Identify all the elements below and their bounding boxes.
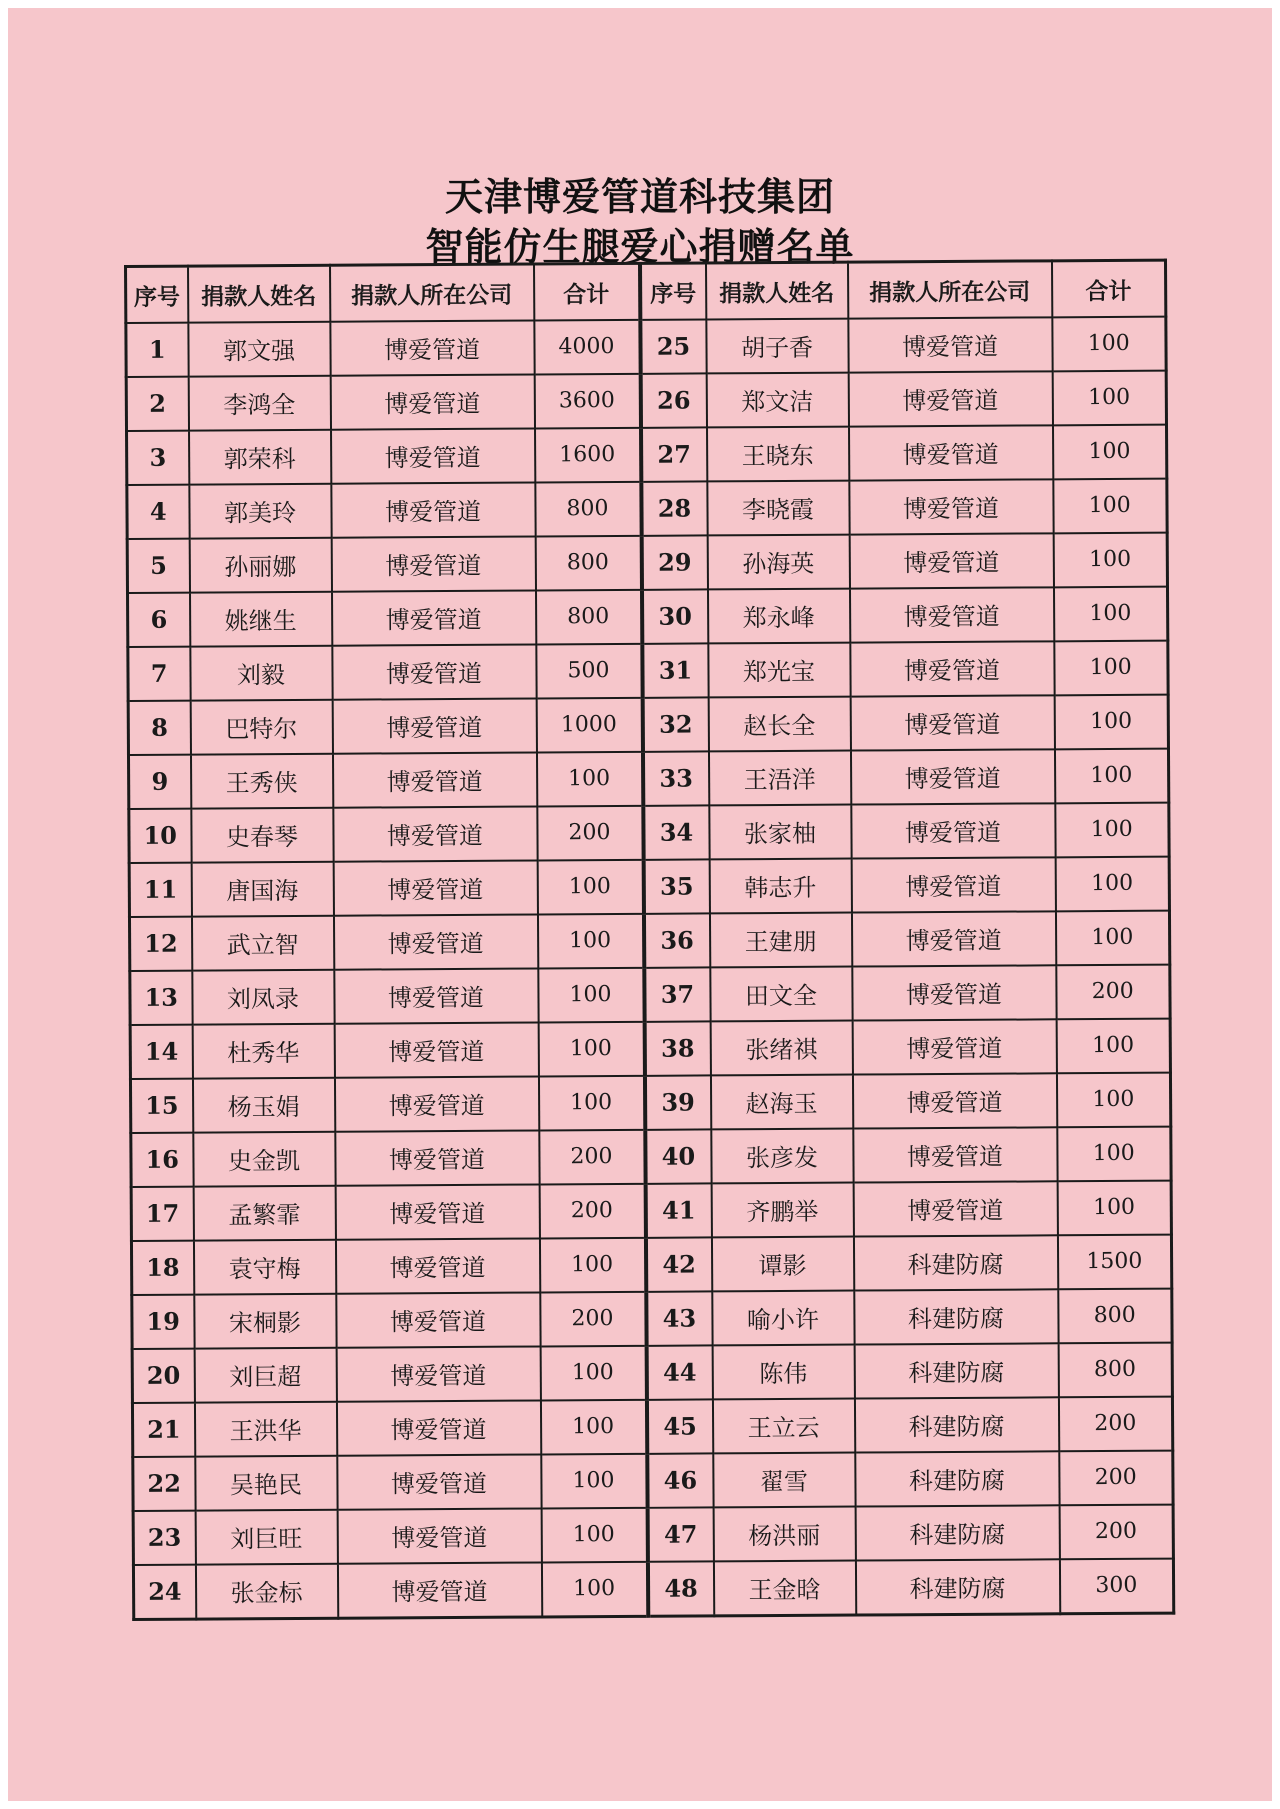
cell-donor-name: 郭文强	[188, 322, 330, 377]
cell-donor-name: 王建朋	[709, 912, 851, 967]
cell-amount: 1500	[1057, 1234, 1171, 1289]
table-row	[132, 1288, 1172, 1348]
cell-company: 科建防腐	[853, 1235, 1057, 1290]
cell-donor-name: 刘巨旺	[195, 1509, 337, 1564]
cell-company: 博爱管道	[331, 482, 535, 537]
cell-company: 博爱管道	[853, 1127, 1057, 1182]
table-row	[130, 964, 1170, 1024]
cell-company: 博爱管道	[336, 1346, 540, 1401]
cell-company: 博爱管道	[852, 1019, 1056, 1074]
cell-donor-name: 杨玉娟	[192, 1078, 334, 1133]
cell-donor-name: 宋桐影	[194, 1293, 336, 1348]
table-row	[132, 1342, 1172, 1402]
cell-company: 博爱管道	[330, 320, 534, 375]
cell-amount: 100	[538, 1076, 644, 1131]
cell-no: 1	[126, 323, 188, 377]
header-total: 合计	[534, 263, 640, 320]
cell-no: 20	[132, 1348, 194, 1402]
cell-company: 博爱管道	[334, 1022, 538, 1077]
cell-amount: 100	[1052, 371, 1166, 426]
cell-company: 博爱管道	[850, 749, 1054, 804]
cell-no: 14	[130, 1024, 192, 1078]
cell-donor-name: 孙丽娜	[189, 538, 331, 593]
cell-no: 45	[646, 1399, 712, 1453]
cell-company: 博爱管道	[848, 317, 1052, 372]
table-row	[130, 1018, 1170, 1078]
header-donor-company: 捐款人所在公司	[847, 261, 1051, 319]
cell-amount: 200	[1059, 1450, 1173, 1505]
cell-amount: 100	[541, 1507, 647, 1562]
cell-no: 4	[127, 485, 189, 539]
cell-company: 博爱管道	[849, 533, 1053, 588]
cell-donor-name: 翟雪	[713, 1452, 855, 1507]
cell-company: 博爱管道	[337, 1454, 541, 1509]
cell-amount: 100	[541, 1454, 647, 1509]
cell-company: 博爱管道	[332, 752, 536, 807]
cell-amount: 800	[1058, 1288, 1172, 1343]
cell-no: 23	[133, 1510, 195, 1564]
cell-no: 8	[128, 700, 190, 754]
cell-no: 13	[130, 970, 192, 1024]
cell-donor-name: 唐国海	[191, 862, 333, 917]
cell-amount: 300	[1059, 1558, 1173, 1614]
cell-amount: 200	[539, 1130, 645, 1185]
cell-company: 博爱管道	[336, 1292, 540, 1347]
cell-company: 博爱管道	[336, 1400, 540, 1455]
table-row	[126, 371, 1166, 431]
cell-donor-name: 巴特尔	[190, 700, 332, 755]
table-body	[126, 317, 1174, 1620]
cell-no: 12	[129, 916, 191, 970]
cell-no: 42	[645, 1237, 711, 1291]
cell-donor-name: 刘毅	[190, 646, 332, 701]
cell-no: 3	[127, 431, 189, 485]
table-row	[131, 1180, 1171, 1240]
cell-donor-name: 喻小许	[712, 1290, 854, 1345]
cell-company: 博爱管道	[850, 695, 1054, 750]
cell-no: 10	[129, 808, 191, 862]
cell-amount: 1000	[536, 698, 642, 753]
cell-donor-name: 田文全	[710, 966, 852, 1021]
cell-amount: 100	[537, 860, 643, 915]
cell-donor-name: 张金标	[195, 1563, 337, 1619]
cell-donor-name: 李鸿全	[188, 376, 330, 431]
cell-company: 博爱管道	[335, 1184, 539, 1239]
cell-company: 博爱管道	[851, 857, 1055, 912]
cell-donor-name: 张彦发	[711, 1128, 853, 1183]
cell-amount: 200	[537, 806, 643, 861]
cell-donor-name: 王金晗	[713, 1560, 855, 1616]
cell-no: 6	[128, 593, 190, 647]
table-row	[128, 749, 1168, 809]
cell-company: 科建防腐	[854, 1289, 1058, 1344]
header-donor-name: 捐款人姓名	[188, 265, 330, 322]
cell-no: 15	[130, 1078, 192, 1132]
document-sheet	[8, 8, 1272, 1801]
cell-company: 博爱管道	[337, 1562, 541, 1618]
cell-amount: 200	[1056, 964, 1170, 1019]
cell-donor-name: 孙海英	[707, 535, 849, 590]
cell-donor-name: 武立智	[191, 916, 333, 971]
cell-amount: 100	[540, 1400, 646, 1455]
cell-amount: 100	[1052, 317, 1166, 372]
table-row	[127, 425, 1167, 485]
cell-no: 21	[132, 1402, 194, 1456]
cell-no: 33	[642, 751, 708, 805]
cell-amount: 100	[1055, 802, 1169, 857]
cell-company: 博爱管道	[335, 1130, 539, 1185]
cell-no: 31	[642, 643, 708, 697]
cell-no: 44	[646, 1345, 712, 1399]
cell-company: 博爱管道	[849, 425, 1053, 480]
cell-company: 博爱管道	[852, 965, 1056, 1020]
cell-company: 科建防腐	[855, 1451, 1059, 1506]
table-row	[131, 1234, 1171, 1294]
cell-company: 博爱管道	[331, 428, 535, 483]
cell-no: 36	[643, 913, 709, 967]
cell-no: 48	[647, 1561, 713, 1616]
cell-no: 19	[132, 1294, 194, 1348]
cell-donor-name: 郑文洁	[706, 373, 848, 428]
cell-amount: 100	[539, 1238, 645, 1293]
cell-donor-name: 刘凤录	[192, 970, 334, 1025]
table-row	[133, 1504, 1173, 1564]
cell-donor-name: 杜秀华	[192, 1024, 334, 1079]
cell-company: 博爱管道	[333, 914, 537, 969]
cell-company: 博爱管道	[332, 644, 536, 699]
cell-amount: 200	[1058, 1396, 1172, 1451]
cell-amount: 100	[1056, 1072, 1170, 1127]
table-row	[127, 479, 1167, 539]
cell-donor-name: 郭荣科	[189, 430, 331, 485]
cell-company: 博爱管道	[851, 911, 1055, 966]
cell-amount: 100	[1054, 641, 1168, 696]
table-row	[126, 317, 1166, 377]
cell-company: 博爱管道	[331, 590, 535, 645]
cell-no: 35	[643, 859, 709, 913]
table-row	[128, 641, 1168, 701]
cell-company: 博爱管道	[335, 1238, 539, 1293]
table-row	[129, 802, 1169, 862]
cell-amount: 100	[538, 968, 644, 1023]
cell-amount: 100	[1057, 1126, 1171, 1181]
cell-donor-name: 杨洪丽	[713, 1506, 855, 1561]
cell-amount: 4000	[534, 320, 640, 375]
cell-company: 博爱管道	[848, 371, 1052, 426]
cell-donor-name: 姚继生	[190, 592, 332, 647]
cell-company: 博爱管道	[850, 641, 1054, 696]
cell-amount: 3600	[534, 374, 640, 429]
cell-amount: 100	[1053, 533, 1167, 588]
cell-no: 27	[641, 427, 707, 481]
cell-company: 科建防腐	[854, 1397, 1058, 1452]
cell-amount: 100	[1056, 1018, 1170, 1073]
table-row	[133, 1450, 1173, 1510]
cell-no: 5	[127, 539, 189, 593]
cell-no: 41	[645, 1183, 711, 1237]
cell-no: 43	[646, 1291, 712, 1345]
cell-donor-name: 郑光宝	[708, 642, 850, 697]
cell-no: 28	[641, 481, 707, 535]
cell-donor-name: 谭影	[711, 1236, 853, 1291]
cell-company: 博爱管道	[852, 1073, 1056, 1128]
cell-amount: 100	[537, 914, 643, 969]
cell-amount: 100	[540, 1346, 646, 1401]
cell-donor-name: 郭美玲	[189, 484, 331, 539]
table-row	[133, 1558, 1173, 1619]
header-no: 序号	[639, 263, 705, 320]
cell-donor-name: 王晓东	[707, 427, 849, 482]
cell-donor-name: 孟繁霏	[193, 1185, 335, 1240]
cell-company: 博爱管道	[849, 479, 1053, 534]
cell-company: 博爱管道	[334, 968, 538, 1023]
cell-amount: 100	[1053, 479, 1167, 534]
cell-no: 30	[641, 589, 707, 643]
cell-company: 博爱管道	[333, 860, 537, 915]
cell-donor-name: 史金凯	[193, 1131, 335, 1186]
cell-amount: 100	[1054, 749, 1168, 804]
table-row	[132, 1396, 1172, 1456]
cell-amount: 200	[1059, 1504, 1173, 1559]
cell-donor-name: 郑永峰	[707, 588, 849, 643]
cell-amount: 100	[1054, 695, 1168, 750]
cell-donor-name: 刘巨超	[194, 1347, 336, 1402]
cell-amount: 100	[1057, 1180, 1171, 1235]
table-row	[130, 1072, 1170, 1132]
header-no: 序号	[126, 266, 188, 323]
header-total: 合计	[1051, 260, 1165, 317]
cell-amount: 100	[536, 752, 642, 807]
cell-no: 39	[644, 1075, 710, 1129]
cell-amount: 100	[541, 1561, 647, 1617]
cell-donor-name: 吴艳民	[195, 1455, 337, 1510]
cell-amount: 100	[1055, 856, 1169, 911]
cell-donor-name: 齐鹏举	[711, 1182, 853, 1237]
cell-company: 博爱管道	[337, 1508, 541, 1563]
cell-company: 科建防腐	[854, 1343, 1058, 1398]
cell-no: 25	[640, 319, 706, 373]
cell-amount: 800	[535, 482, 641, 537]
cell-donor-name: 李晓霞	[707, 481, 849, 536]
cell-donor-name: 胡子香	[706, 319, 848, 374]
cell-company: 博爱管道	[332, 698, 536, 753]
cell-no: 16	[131, 1132, 193, 1186]
table-row	[128, 587, 1168, 647]
cell-donor-name: 韩志升	[709, 858, 851, 913]
cell-no: 26	[640, 373, 706, 427]
cell-donor-name: 赵长全	[708, 696, 850, 751]
cell-donor-name: 王洪华	[194, 1401, 336, 1456]
cell-no: 18	[131, 1240, 193, 1294]
cell-amount: 100	[1053, 587, 1167, 642]
cell-amount: 800	[535, 590, 641, 645]
cell-donor-name: 张绪祺	[710, 1020, 852, 1075]
document-title: 天津博爱管道科技集团	[444, 175, 835, 219]
cell-company: 科建防腐	[855, 1559, 1059, 1615]
header-donor-company: 捐款人所在公司	[330, 264, 534, 322]
cell-company: 博爱管道	[333, 806, 537, 861]
cell-no: 40	[645, 1129, 711, 1183]
cell-no: 37	[644, 967, 710, 1021]
donation-table	[124, 259, 1175, 1621]
header-donor-name: 捐款人姓名	[705, 262, 847, 319]
cell-company: 博爱管道	[331, 536, 535, 591]
table-row	[129, 910, 1169, 970]
cell-company: 博爱管道	[853, 1181, 1057, 1236]
cell-no: 22	[133, 1456, 195, 1510]
cell-amount: 500	[536, 644, 642, 699]
cell-donor-name: 王秀侠	[190, 754, 332, 809]
cell-no: 34	[643, 805, 709, 859]
cell-amount: 200	[540, 1292, 646, 1347]
cell-amount: 800	[535, 536, 641, 591]
cell-amount: 200	[539, 1184, 645, 1239]
cell-donor-name: 陈伟	[712, 1344, 854, 1399]
cell-no: 29	[641, 535, 707, 589]
cell-no: 47	[647, 1507, 713, 1561]
cell-company: 博爱管道	[330, 374, 534, 429]
cell-amount: 100	[538, 1022, 644, 1077]
cell-amount: 800	[1058, 1342, 1172, 1397]
cell-donor-name: 赵海玉	[710, 1074, 852, 1129]
cell-company: 科建防腐	[855, 1505, 1059, 1560]
document-subtitle: 智能仿生腿爱心捐赠名单	[425, 225, 855, 269]
cell-company: 博爱管道	[849, 587, 1053, 642]
table-row	[128, 695, 1168, 755]
cell-donor-name: 王浯洋	[708, 750, 850, 805]
cell-company: 博爱管道	[851, 803, 1055, 858]
cell-no: 32	[642, 697, 708, 751]
cell-no: 17	[131, 1186, 193, 1240]
table-header-row	[126, 260, 1166, 323]
cell-donor-name: 袁守梅	[193, 1239, 335, 1294]
cell-donor-name: 张家柚	[709, 804, 851, 859]
cell-no: 2	[126, 377, 188, 431]
cell-no: 46	[647, 1453, 713, 1507]
cell-no: 38	[644, 1021, 710, 1075]
cell-donor-name: 史春琴	[191, 808, 333, 863]
cell-no: 24	[133, 1564, 195, 1619]
cell-amount: 1600	[535, 428, 641, 483]
table-row	[131, 1126, 1171, 1186]
cell-company: 博爱管道	[334, 1076, 538, 1131]
cell-no: 11	[129, 862, 191, 916]
cell-no: 7	[128, 647, 190, 701]
cell-amount: 100	[1052, 425, 1166, 480]
cell-amount: 100	[1055, 910, 1169, 965]
cell-donor-name: 王立云	[712, 1398, 854, 1453]
cell-no: 9	[128, 754, 190, 808]
table-row	[127, 533, 1167, 593]
table-row	[129, 856, 1169, 916]
